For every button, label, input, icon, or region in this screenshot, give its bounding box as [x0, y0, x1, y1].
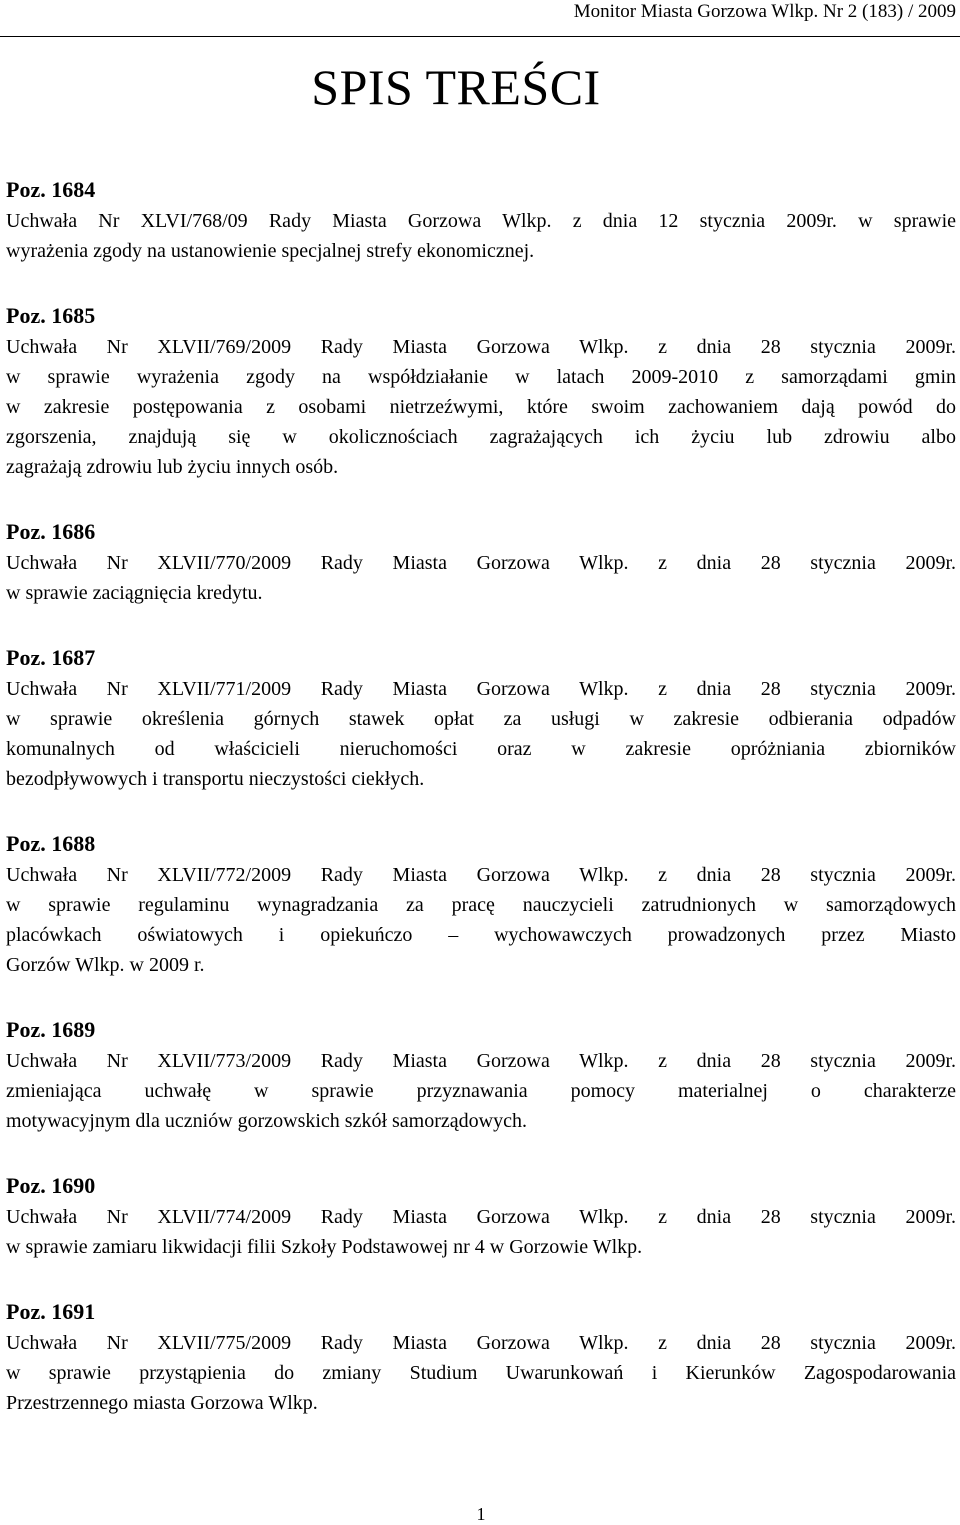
header-text: Monitor Miasta Gorzowa Wlkp. Nr 2 (183) / 2009: [573, 1, 956, 22]
toc-entry: [6, 828, 956, 980]
entry-description-line: w sprawie regulaminu wynagradzania za pracę nauczycieli zatrudnionych w samorządowych: [6, 894, 956, 916]
entry-description-line: bezodpływowych i transportu nieczystości ciekłych.: [6, 768, 425, 790]
toc-entry: [6, 174, 956, 266]
toc-entry: [6, 642, 956, 794]
entry-description-line: w zakresie postępowania z osobami nietrzeźwymi, które swoim zachowaniem dają powód do: [6, 396, 956, 418]
header-rule: [0, 36, 960, 37]
entry-resolution-reference: Uchwała Nr XLVII/773/2009 Rady Miasta Gorzowa Wlkp. z dnia 28 stycznia 2009r.: [6, 1050, 956, 1072]
entry-description-line: wyrażenia zgody na ustanowienie specjalnej strefy ekonomicznej.: [6, 240, 535, 262]
entry-position-number: Poz. 1687: [6, 645, 96, 670]
entry-description-line: w sprawie przystąpienia do zmiany Studium Uwarunkowań i Kierunków Zagospodarowania: [6, 1362, 956, 1384]
entry-description-line: komunalnych od właścicieli nieruchomości oraz w zakresie opróżniania zbiorników: [6, 738, 956, 760]
page-title: SPIS TREŚCI: [311, 59, 601, 115]
entry-resolution-reference: Uchwała Nr XLVII/769/2009 Rady Miasta Gorzowa Wlkp. z dnia 28 stycznia 2009r.: [6, 336, 956, 358]
entry-position-number: Poz. 1691: [6, 1299, 96, 1324]
entry-position-number: Poz. 1686: [6, 519, 96, 544]
entry-position-number: Poz. 1690: [6, 1173, 96, 1198]
entry-description-line: placówkach oświatowych i opiekuńczo – wychowawczych prowadzonych przez Miasto: [6, 924, 956, 946]
toc-entry: [6, 1296, 956, 1418]
page-number: 1: [476, 1504, 486, 1524]
table-of-contents: [6, 174, 956, 1452]
toc-entry: [6, 300, 956, 482]
entry-resolution-reference: Uchwała Nr XLVII/772/2009 Rady Miasta Gorzowa Wlkp. z dnia 28 stycznia 2009r.: [6, 864, 956, 886]
toc-entry: [6, 1170, 956, 1262]
entry-description-line: motywacyjnym dla uczniów gorzowskich szkół samorządowych.: [6, 1110, 527, 1132]
entry-description-line: zgorszenia, znajdują się w okolicznościach zagrażających ich życiu lub zdrowiu albo: [6, 426, 956, 448]
entry-position-number: Poz. 1688: [6, 831, 96, 856]
toc-entry: [6, 516, 956, 608]
entry-description-line: Gorzów Wlkp. w 2009 r.: [6, 954, 205, 976]
entry-resolution-reference: Uchwała Nr XLVII/771/2009 Rady Miasta Gorzowa Wlkp. z dnia 28 stycznia 2009r.: [6, 678, 956, 700]
entry-description-line: w sprawie określenia górnych stawek opłat za usługi w zakresie odbierania odpadów: [6, 708, 956, 730]
entry-description-line: zmieniająca uchwałę w sprawie przyznawania pomocy materialnej o charakterze: [6, 1080, 956, 1102]
toc-entry: [6, 1014, 956, 1136]
entry-resolution-reference: Uchwała Nr XLVII/775/2009 Rady Miasta Gorzowa Wlkp. z dnia 28 stycznia 2009r.: [6, 1332, 956, 1354]
entry-description-line: Przestrzennego miasta Gorzowa Wlkp.: [6, 1392, 318, 1414]
entry-resolution-reference: Uchwała Nr XLVII/770/2009 Rady Miasta Gorzowa Wlkp. z dnia 28 stycznia 2009r.: [6, 552, 956, 574]
entry-resolution-reference: Uchwała Nr XLVII/774/2009 Rady Miasta Gorzowa Wlkp. z dnia 28 stycznia 2009r.: [6, 1206, 956, 1228]
entry-position-number: Poz. 1684: [6, 177, 96, 202]
entry-resolution-reference: Uchwała Nr XLVI/768/09 Rady Miasta Gorzowa Wlkp. z dnia 12 stycznia 2009r. w sprawie: [6, 210, 956, 232]
entry-position-number: Poz. 1685: [6, 303, 96, 328]
running-header: [0, 0, 960, 38]
entry-description-line: zagrażają zdrowiu lub życiu innych osób.: [6, 456, 339, 478]
entry-description-line: w sprawie wyrażenia zgody na współdziałanie w latach 2009-2010 z samorządami gmin: [6, 366, 956, 388]
entry-position-number: Poz. 1689: [6, 1017, 96, 1042]
entry-description-line: w sprawie zaciągnięcia kredytu.: [6, 582, 263, 604]
entry-description-line: w sprawie zamiaru likwidacji filii Szkoły Podstawowej nr 4 w Gorzowie Wlkp.: [6, 1236, 643, 1258]
